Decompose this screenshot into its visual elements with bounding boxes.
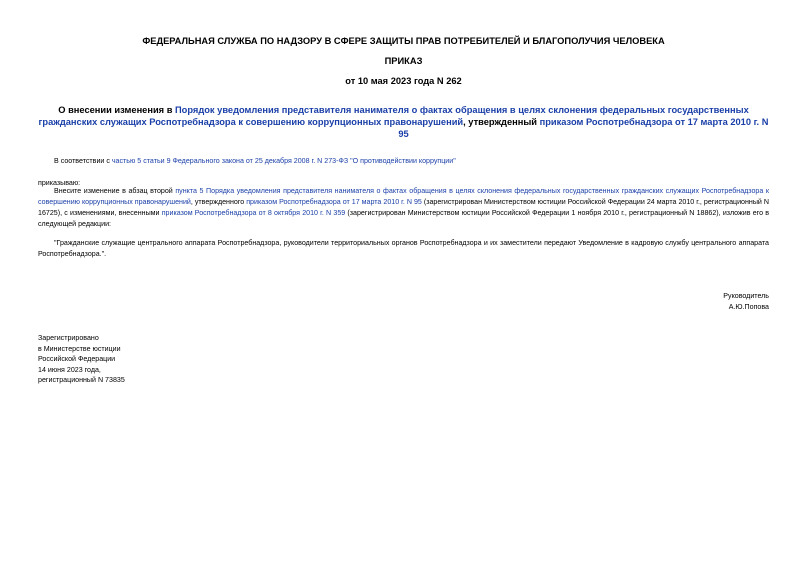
- document-title: [38, 104, 769, 140]
- registration-line: регистрационный N 73835: [38, 376, 125, 384]
- title-prefix: О внесении изменения в: [58, 105, 175, 115]
- amend-text-4: (зарегистрирован Министерством юстиции Российской Федерации 1 ноября 2010 г., регистрационный N 18862), изложив его в следующей редакции:: [38, 209, 769, 228]
- document-type: ПРИКАЗ: [384, 56, 423, 66]
- registration-line: Зарегистрировано: [38, 334, 99, 342]
- document-date: от 10 мая 2023 года N 262: [345, 76, 462, 86]
- registration-line: Российской Федерации: [38, 355, 116, 363]
- registration-line: в Министерстве юстиции: [38, 344, 121, 353]
- amend-link-clause[interactable]: пункта 5 Порядка уведомления представителя нанимателя о фактах обращения в целях склонения федеральных государственных гражданских служащих Роспотребнадзора к совершению коррупционных правонарушений: [38, 187, 769, 206]
- registration-line: 14 июня 2023 года,: [38, 365, 101, 374]
- signature-block: [723, 291, 769, 312]
- amend-text-1: Внесите изменение в абзац второй: [54, 187, 176, 195]
- amend-link-order-359[interactable]: приказом Роспотребнадзора от 8 октября 2010 г. N 359: [161, 209, 346, 217]
- basis-prefix: В соответствии с: [54, 157, 112, 165]
- registration-block: [38, 333, 125, 386]
- order-word: приказываю:: [38, 179, 81, 187]
- title-link-procedure[interactable]: Порядок уведомления представителя нанимателя о фактах обращения в целях склонения федеральных государственных гражданских служащих Роспотребнадзора к совершению коррупционных правонарушений: [38, 105, 749, 127]
- amend-link-order-95[interactable]: приказом Роспотребнадзора от 17 марта 2010 г. N 95: [246, 198, 422, 206]
- new-wording: "Гражданские служащие центрального аппарата Роспотребнадзора, руководители территориальных органов Роспотребнадзора и их заместители передают Уведомление в кадровую службу центрального аппарата Роспотребнадзора.".: [38, 239, 769, 258]
- signer-position: Руководитель: [723, 292, 769, 300]
- amend-text-2: , утвержденного: [190, 198, 247, 206]
- agency-name: ФЕДЕРАЛЬНАЯ СЛУЖБА ПО НАДЗОРУ В СФЕРЕ ЗАЩИТЫ ПРАВ ПОТРЕБИТЕЛЕЙ И БЛАГОПОЛУЧИЯ ЧЕЛОВЕКА: [142, 36, 665, 46]
- signer-name: А.Ю.Попова: [728, 302, 769, 311]
- amendment-paragraph: [38, 186, 769, 230]
- title-link-order[interactable]: приказом Роспотребнадзора от 17 марта 2010 г. N 95: [398, 117, 769, 139]
- amend-text-3: (зарегистрирован Министерством юстиции Российской Федерации 24 марта 2010 г., регистрационный N 16725), с изменениями, внесенными: [38, 198, 769, 217]
- legal-basis: [54, 156, 769, 167]
- basis-link-law[interactable]: частью 5 статьи 9 Федерального закона от 25 декабря 2008 г. N 273-ФЗ "О противодействии коррупции": [111, 157, 456, 165]
- title-middle: , утвержденный: [463, 117, 540, 127]
